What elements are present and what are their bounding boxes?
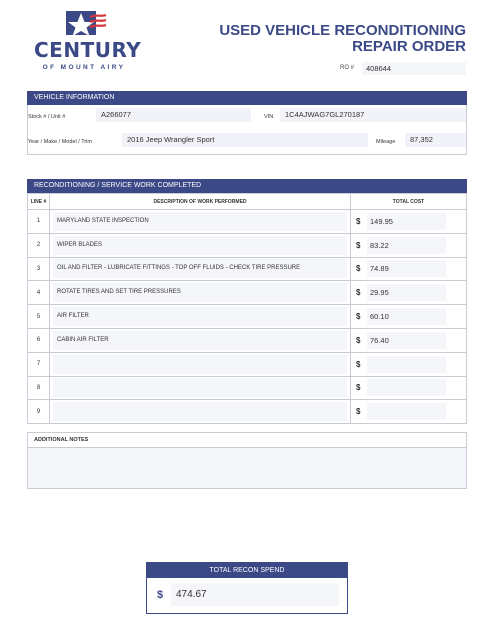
cost-cell — [351, 376, 467, 400]
cost-cell — [351, 305, 467, 329]
line-number: 1 — [28, 210, 50, 234]
mileage-label: Mileage — [376, 139, 396, 145]
cost-wrap — [356, 260, 446, 277]
cost-wrap — [356, 403, 446, 420]
cost-cell — [351, 281, 467, 305]
additional-notes-field[interactable] — [27, 448, 467, 489]
logo-wordmark: CENTURY — [34, 38, 142, 62]
description-field[interactable]: OIL AND FILTER - LUBRICATE FITTINGS - TOP OFF FLUIDS - CHECK TIRE PRESSURE — [53, 259, 347, 278]
cost-cell — [351, 352, 467, 376]
cost-field[interactable] — [367, 379, 446, 396]
table-row — [28, 233, 467, 257]
cost-field[interactable]: 76.40 — [367, 332, 446, 349]
description-cell — [50, 281, 351, 305]
ro-number-label: RO # — [340, 65, 355, 71]
cost-field[interactable]: 83.22 — [367, 237, 446, 254]
description-cell — [50, 257, 351, 281]
description-field[interactable]: WIPER BLADES — [53, 236, 347, 255]
description-cell — [50, 305, 351, 329]
table-row — [28, 210, 467, 234]
description-field[interactable] — [53, 378, 347, 397]
dollar-sign: $ — [356, 264, 361, 274]
flag-star-icon — [34, 8, 134, 42]
mileage-field[interactable]: 87,352 — [405, 133, 466, 147]
year-make-model-label: Year / Make / Model / Trim — [28, 139, 92, 145]
dollar-sign: $ — [356, 335, 361, 345]
cost-wrap — [356, 284, 446, 301]
cost-field[interactable]: 29.95 — [367, 284, 446, 301]
line-number: 8 — [28, 376, 50, 400]
line-number: 6 — [28, 328, 50, 352]
cost-field[interactable] — [367, 403, 446, 420]
cost-wrap — [356, 237, 446, 254]
logo-subtitle: OF MOUNT AIRY — [42, 64, 126, 71]
cost-wrap — [356, 379, 446, 396]
cost-field[interactable] — [367, 356, 446, 373]
table-row — [28, 257, 467, 281]
dollar-sign: $ — [356, 312, 361, 322]
line-number: 4 — [28, 281, 50, 305]
line-number: 7 — [28, 352, 50, 376]
line-number: 5 — [28, 305, 50, 329]
total-recon-spend-header: TOTAL RECON SPEND — [147, 563, 347, 578]
description-field[interactable]: ROTATE TIRES AND SET TIRE PRESSURES — [53, 283, 347, 302]
cost-cell — [351, 400, 467, 424]
cost-wrap — [356, 213, 446, 230]
description-field[interactable]: MARYLAND STATE INSPECTION — [53, 212, 347, 231]
year-make-model-field[interactable]: 2016 Jeep Wrangler Sport — [122, 133, 368, 147]
cost-wrap — [356, 332, 446, 349]
description-cell — [50, 210, 351, 234]
cost-cell — [351, 233, 467, 257]
table-row — [28, 305, 467, 329]
dollar-sign: $ — [356, 407, 361, 417]
col-total-cost: TOTAL COST — [351, 194, 467, 210]
description-field[interactable] — [53, 355, 347, 374]
col-line-number: LINE # — [28, 194, 50, 210]
total-recon-spend-field[interactable]: 474.67 — [171, 583, 339, 606]
additional-notes-header: ADDITIONAL NOTES — [27, 432, 467, 448]
dollar-sign: $ — [356, 288, 361, 298]
table-row — [28, 352, 467, 376]
stock-label: Stock # / Unit # — [28, 114, 66, 120]
dealer-logo — [34, 8, 142, 78]
cost-cell — [351, 328, 467, 352]
table-row — [28, 376, 467, 400]
description-cell — [50, 376, 351, 400]
col-description: DESCRIPTION OF WORK PERFORMED — [50, 194, 351, 210]
cost-cell — [351, 257, 467, 281]
line-number: 2 — [28, 233, 50, 257]
description-cell — [50, 328, 351, 352]
work-table — [27, 193, 467, 424]
cost-cell — [351, 210, 467, 234]
cost-field[interactable]: 149.95 — [367, 213, 446, 230]
table-row — [28, 281, 467, 305]
description-cell — [50, 400, 351, 424]
vehicle-info-header: VEHICLE INFORMATION — [27, 91, 467, 105]
description-field[interactable]: CABIN AIR FILTER — [53, 331, 347, 350]
cost-wrap — [356, 356, 446, 373]
table-row — [28, 400, 467, 424]
line-number: 3 — [28, 257, 50, 281]
cost-wrap — [356, 308, 446, 325]
work-section-header: RECONDITIONING / SERVICE WORK COMPLETED — [27, 179, 467, 193]
cost-field[interactable]: 60.10 — [367, 308, 446, 325]
dollar-sign: $ — [356, 216, 361, 226]
line-number: 9 — [28, 400, 50, 424]
total-dollar-sign: $ — [157, 589, 164, 601]
description-cell — [50, 352, 351, 376]
vin-field[interactable]: 1C4AJWAG7GL270187 — [280, 108, 466, 122]
stock-field[interactable]: A266077 — [96, 108, 251, 122]
ro-number-field[interactable]: 408644 — [362, 62, 466, 75]
total-recon-spend-box — [146, 562, 348, 614]
description-cell — [50, 233, 351, 257]
cost-field[interactable]: 74.89 — [367, 260, 446, 277]
table-row — [28, 328, 467, 352]
dollar-sign: $ — [356, 383, 361, 393]
document-subtitle: REPAIR ORDER — [352, 38, 466, 55]
dollar-sign: $ — [356, 240, 361, 250]
dollar-sign: $ — [356, 359, 361, 369]
vin-label: VIN — [264, 114, 274, 120]
document-title: USED VEHICLE RECONDITIONING — [219, 22, 466, 39]
description-field[interactable]: AIR FILTER — [53, 307, 347, 326]
description-field[interactable] — [53, 402, 347, 421]
